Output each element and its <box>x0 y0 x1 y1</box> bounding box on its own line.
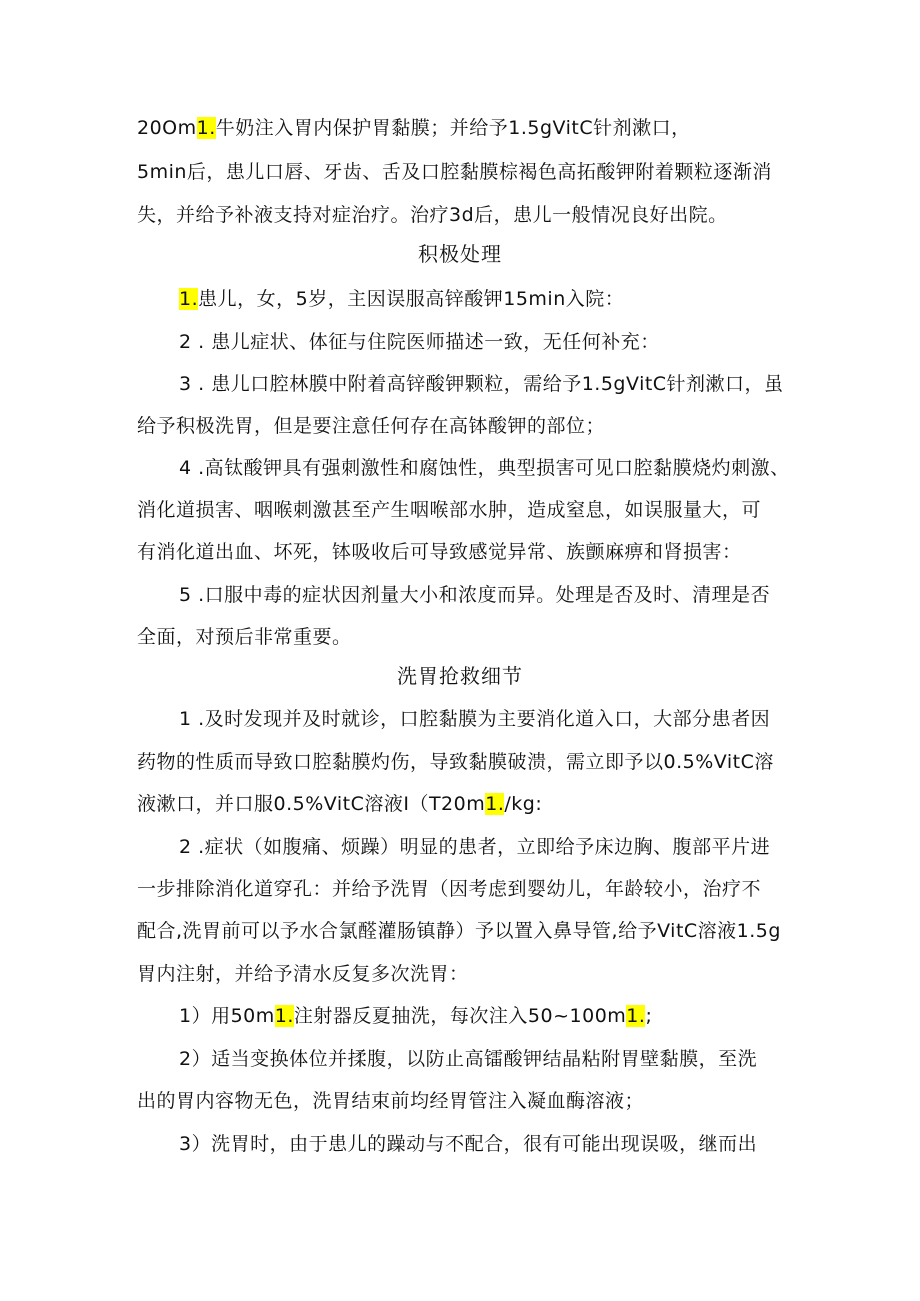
highlight-mark: 1. <box>626 1005 646 1027</box>
treatment-item-3-line-1: 3 . 患儿口腔林膜中附着高锌酸钾颗粒，需给予1.5gVitC针剂漱口，虽 <box>179 373 784 395</box>
treatment-item-2: 2 . 患儿症状、体征与住院医师描述一致，无任何补充： <box>179 331 660 353</box>
lavage-item-1-line-3 <box>137 790 542 818</box>
intro-line-1 <box>137 114 691 142</box>
highlight-mark: 1. <box>485 793 505 815</box>
lavage-item-2-line-3: 配合,洗胃前可以予水合氯醛灌肠镇静）予以置入鼻导管,给予VitC溶液1.5g <box>137 920 781 942</box>
intro-text-b: 牛奶注入胃内保护胃黏膜；并给予1.5gVitC针剂漱口， <box>215 117 691 139</box>
treatment-item-4-line-2: 消化道损害、咽喉刺激甚至产生咽喉部水肿，造成窒息，如误服量大，可 <box>137 499 762 521</box>
treatment-item-1-text: 患儿，女，5岁，主因误服高锌酸钾15min入院： <box>198 288 625 310</box>
highlight-mark: 1. <box>179 288 199 310</box>
lavage-item-2-line-2: 一步排除消化道穿孔：并给予洗胃（因考虑到婴幼儿，年龄较小，治疗不 <box>137 878 762 900</box>
lavage-sub-3: 3）洗胃时，由于患儿的躁动与不配合，很有可能出现误吸，继而出 <box>179 1133 758 1155</box>
treatment-item-4-line-3: 有消化道出血、坏死，钵吸收后可导致感觉异常、族颤麻痹和肾损害： <box>137 541 742 563</box>
lavage-item-2-line-1: 2 .症状（如腹痛、烦躁）明显的患者，立即给予床边胸、腹部平片进 <box>179 836 771 858</box>
lavage-text-a: 液漱口，并口服0.5%VitC溶液I（T20m <box>137 793 486 815</box>
section-heading-active-treatment: 积极处理 <box>418 242 502 266</box>
lavage-sub-2-line-2: 出的胃内容物无色，洗胃结束前均经胃管注入凝血酶溶液； <box>137 1090 645 1112</box>
lavage-text-b: /kg: <box>504 793 543 815</box>
lavage-item-1-line-1: 1 .及时发现并及时就诊，口腔黏膜为主要消化道入口，大部分患者因 <box>179 708 771 730</box>
treatment-item-1 <box>179 285 624 313</box>
lavage-sub-1-b: 注射器反夏抽洗，每次注入50~100m <box>293 1005 627 1027</box>
treatment-item-4-line-1: 4 .高钛酸钾具有强刺激性和腐蚀性，典型损害可见口腔黏膜烧灼刺激、 <box>179 457 790 479</box>
intro-line-3: 失，并给予补液支持对症治疗。治疗3d后，患儿一般情况良好出院。 <box>137 204 728 226</box>
treatment-item-3-line-2: 给予积极洗胃，但是要注意任何存在高钵酸钾的部位； <box>137 415 606 437</box>
lavage-item-1-line-2: 药物的性质而导致口腔黏膜灼伤，导致黏膜破溃，需立即予以0.5%VitC溶 <box>137 751 774 773</box>
treatment-item-5-line-1: 5 .口服中毒的症状因剂量大小和浓度而异。处理是否及时、清理是否 <box>179 584 771 606</box>
section-heading-gastric-lavage: 洗胃抢救细节 <box>397 664 523 688</box>
intro-text-a: 20Om <box>137 117 197 139</box>
intro-line-2: 5min后，患儿口唇、牙齿、舌及口腔黏膜棕褐色高拓酸钾附着颗粒逐渐消 <box>137 161 772 183</box>
lavage-sub-1-a: 1）用50m <box>179 1005 275 1027</box>
highlight-mark: 1. <box>274 1005 294 1027</box>
lavage-item-2-line-4: 胃内注射，并给予清水反复多次洗胃： <box>137 963 469 985</box>
lavage-sub-1-c: ; <box>645 1005 653 1027</box>
treatment-item-5-line-2: 全面，对预后非常重要。 <box>137 626 352 648</box>
lavage-sub-1 <box>179 1002 652 1030</box>
lavage-sub-2-line-1: 2）适当变换体位并揉腹，以防止高镭酸钾结晶粘附胃壁黏膜，至洗 <box>179 1048 758 1070</box>
highlight-mark: 1. <box>196 117 216 139</box>
